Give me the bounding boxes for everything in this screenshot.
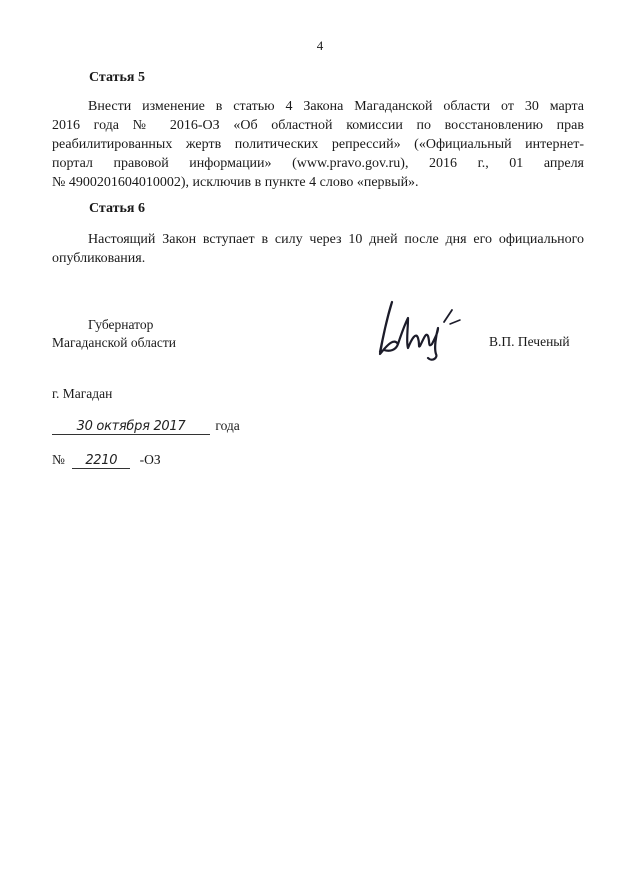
date-suffix: года bbox=[215, 418, 240, 433]
law-number-row bbox=[52, 452, 252, 474]
law-number-suffix: -ОЗ bbox=[139, 452, 161, 467]
article-6-line: Настоящий Закон вступает в силу через 10 дней после дня его официального bbox=[88, 232, 584, 247]
city: г. Магадан bbox=[52, 386, 113, 401]
article-6-line: опубликования. bbox=[52, 251, 146, 266]
article-5-line: № 4900201604010002), исключив в пункте 4 слово «первый». bbox=[52, 175, 419, 190]
signatory-title bbox=[52, 316, 176, 352]
law-number-prefix: № bbox=[52, 452, 65, 467]
article-5-line: 2016 года № 2016-ОЗ «Об областной комиссии по восстановлению прав bbox=[52, 118, 584, 133]
page-number: 4 bbox=[316, 38, 324, 53]
article-5-text bbox=[52, 97, 584, 192]
article-5-line: Внести изменение в статью 4 Закона Магаданской области от 30 марта bbox=[88, 99, 584, 114]
signatory-title-line-1: Губернатор bbox=[88, 317, 154, 332]
article-6-heading: Статья 6 bbox=[89, 201, 145, 216]
law-number-field bbox=[72, 452, 130, 469]
article-5-line: портал правовой информации» (www.pravo.gov.ru), 2016 г., 01 апреля bbox=[52, 156, 584, 171]
article-6-text bbox=[52, 230, 584, 268]
date-field bbox=[52, 418, 210, 435]
signatory-name: В.П. Печеный bbox=[489, 334, 570, 349]
law-number-handwritten: 2210 bbox=[85, 453, 118, 468]
article-5-heading: Статья 5 bbox=[89, 70, 145, 85]
handwritten-signature bbox=[372, 292, 472, 368]
article-5-line: реабилитированных жертв политических репрессий» («Официальный интернет- bbox=[52, 137, 584, 152]
date-handwritten: 30 октября 2017 bbox=[76, 419, 186, 434]
date-row bbox=[52, 418, 292, 440]
signatory-title-line-2: Магаданской области bbox=[52, 335, 176, 350]
